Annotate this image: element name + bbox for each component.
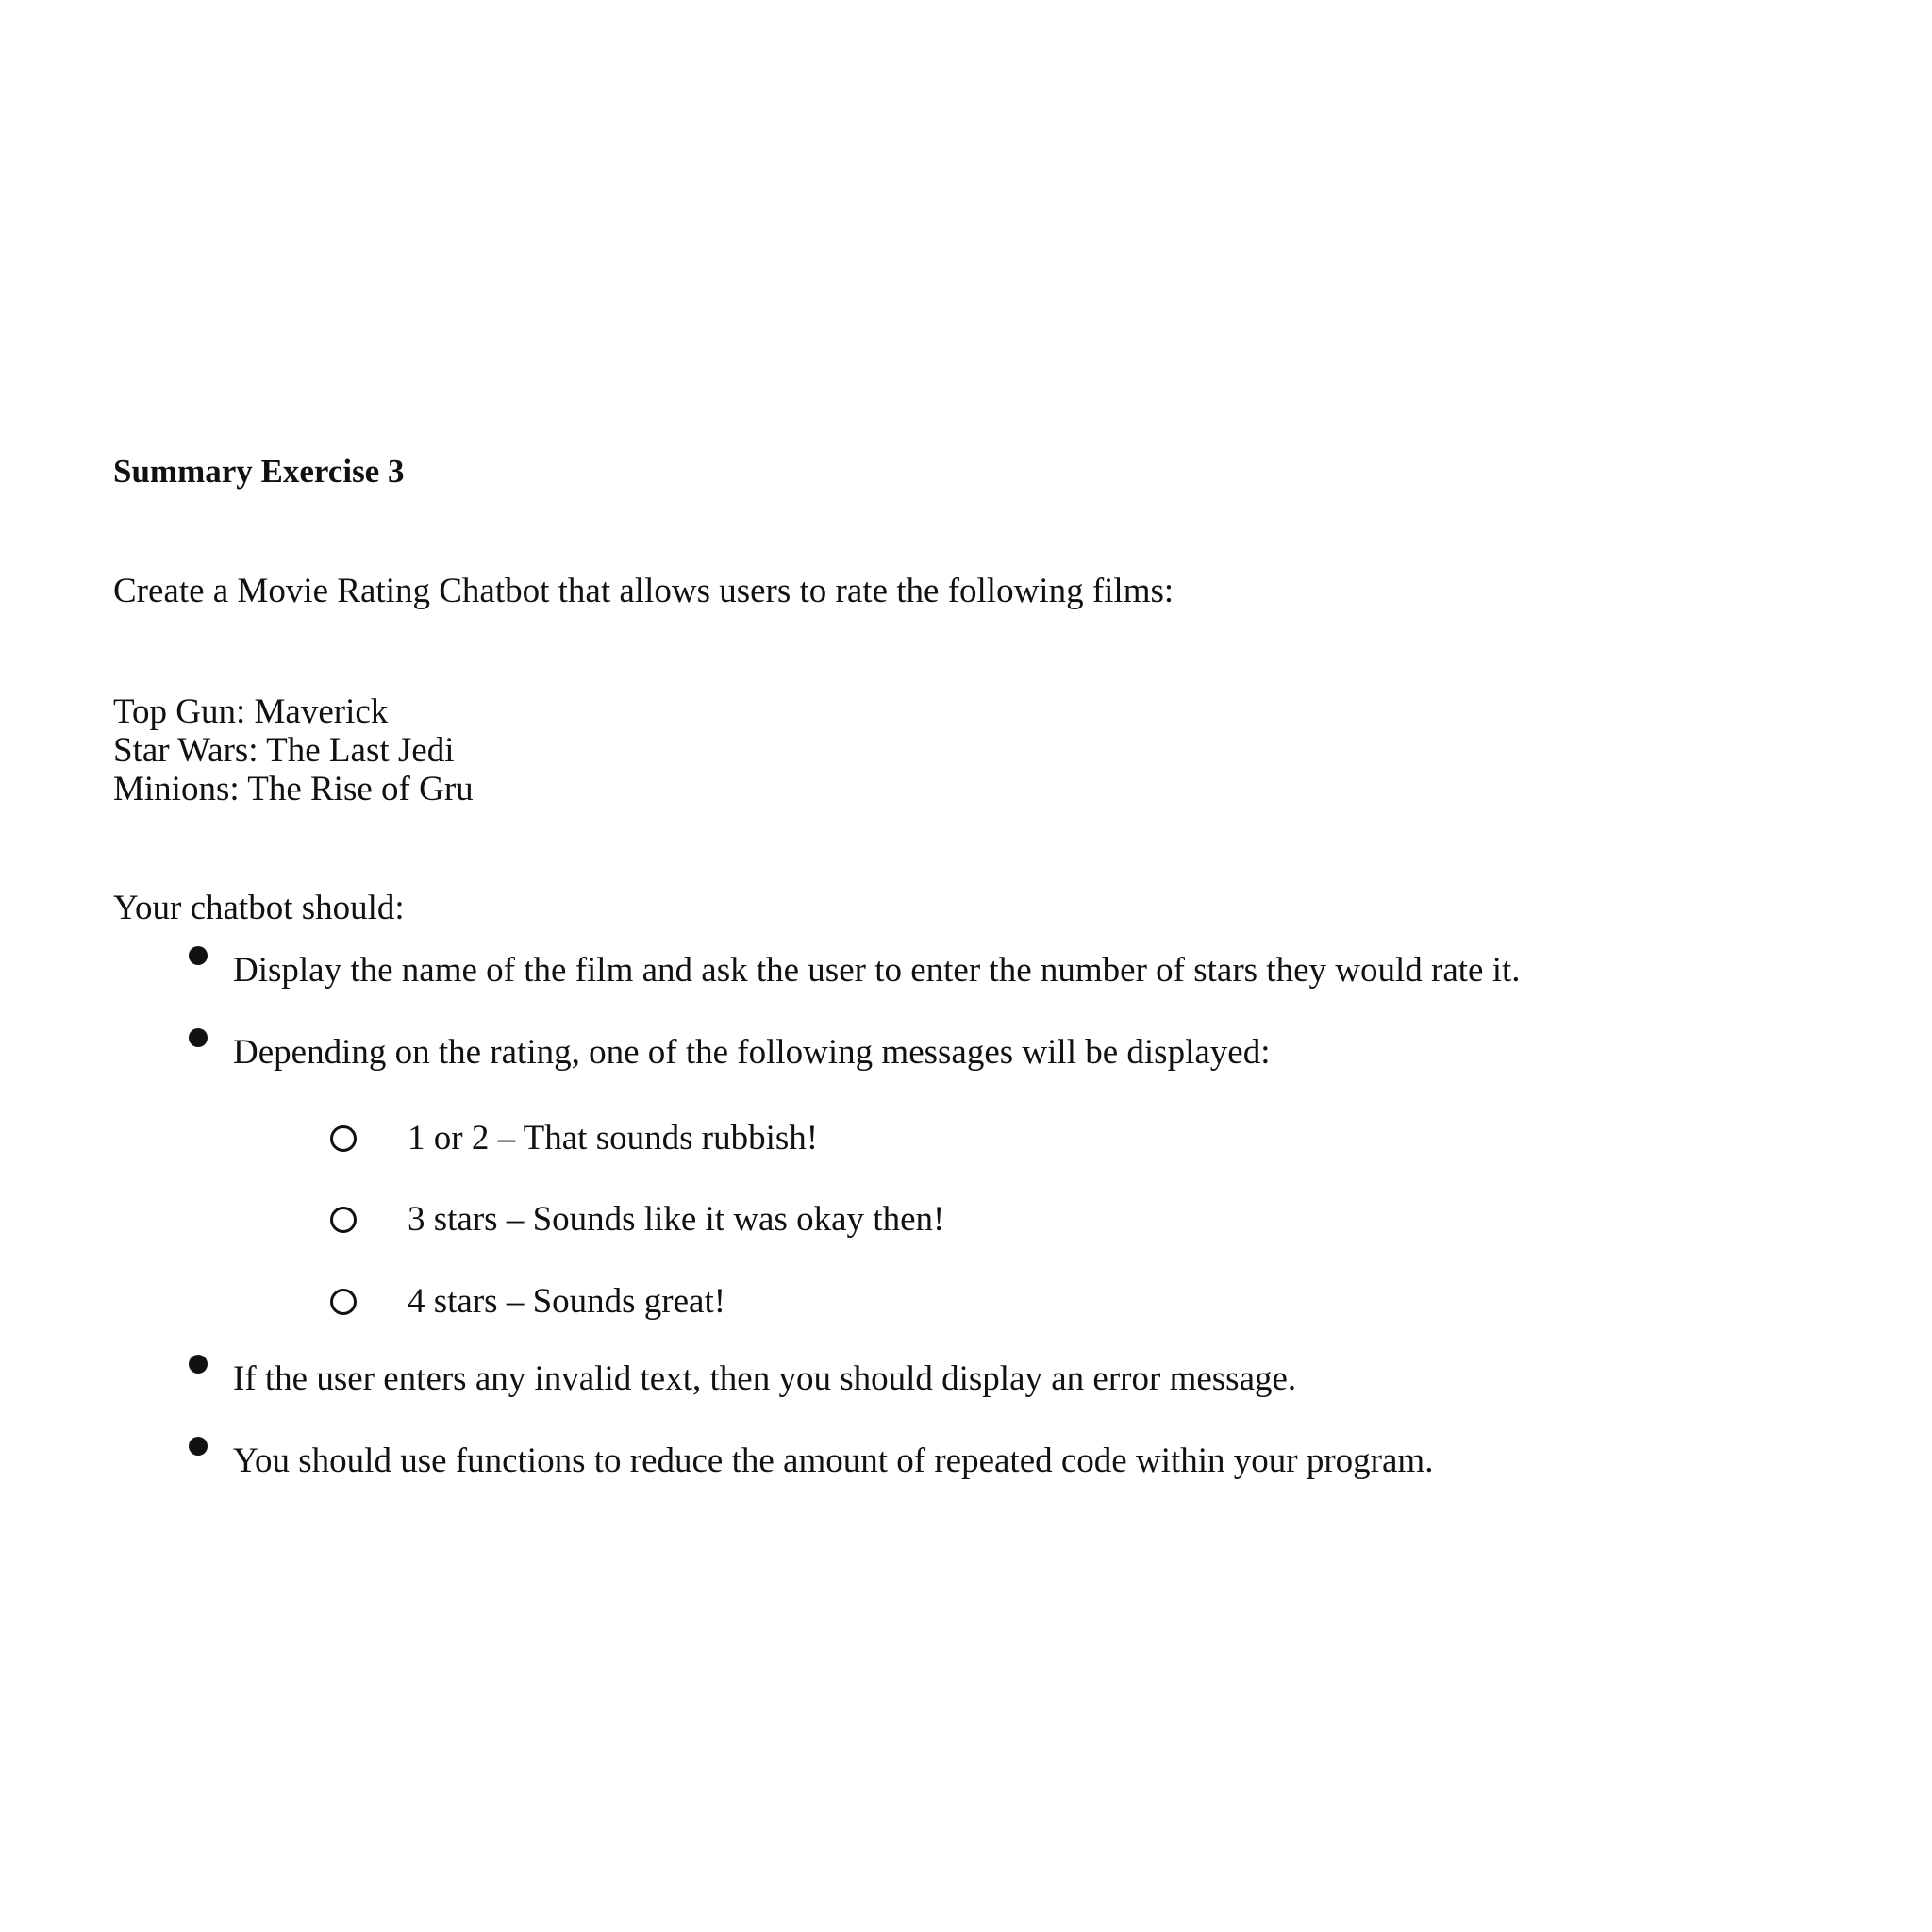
hollow-bullet-icon	[330, 1207, 357, 1233]
requirement-item: Depending on the rating, one of the following messages will be displayed:	[233, 1033, 1271, 1072]
requirement-item: If the user enters any invalid text, then you should display an error message.	[233, 1359, 1297, 1398]
hollow-bullet-icon	[330, 1289, 357, 1315]
rating-message-item: 3 stars – Sounds like it was okay then!	[408, 1200, 945, 1239]
intro-paragraph: Create a Movie Rating Chatbot that allows users to rate the following films:	[113, 572, 1174, 610]
requirement-item: Display the name of the film and ask the user to enter the number of stars they would rate it.	[233, 951, 1521, 990]
document-title: Summary Exercise 3	[113, 453, 405, 490]
bullet-icon	[189, 1437, 208, 1456]
hollow-bullet-icon	[330, 1125, 357, 1152]
bullet-icon	[189, 1028, 208, 1047]
film-list-item: Star Wars: The Last Jedi	[113, 731, 455, 770]
requirement-item: You should use functions to reduce the amount of repeated code within your program.	[233, 1441, 1434, 1480]
bullet-icon	[189, 1355, 208, 1374]
rating-message-item: 4 stars – Sounds great!	[408, 1282, 726, 1321]
bullet-icon	[189, 946, 208, 965]
requirements-heading: Your chatbot should:	[113, 889, 405, 927]
film-list-item: Minions: The Rise of Gru	[113, 770, 474, 808]
rating-message-item: 1 or 2 – That sounds rubbish!	[408, 1119, 819, 1158]
film-list-item: Top Gun: Maverick	[113, 692, 389, 731]
